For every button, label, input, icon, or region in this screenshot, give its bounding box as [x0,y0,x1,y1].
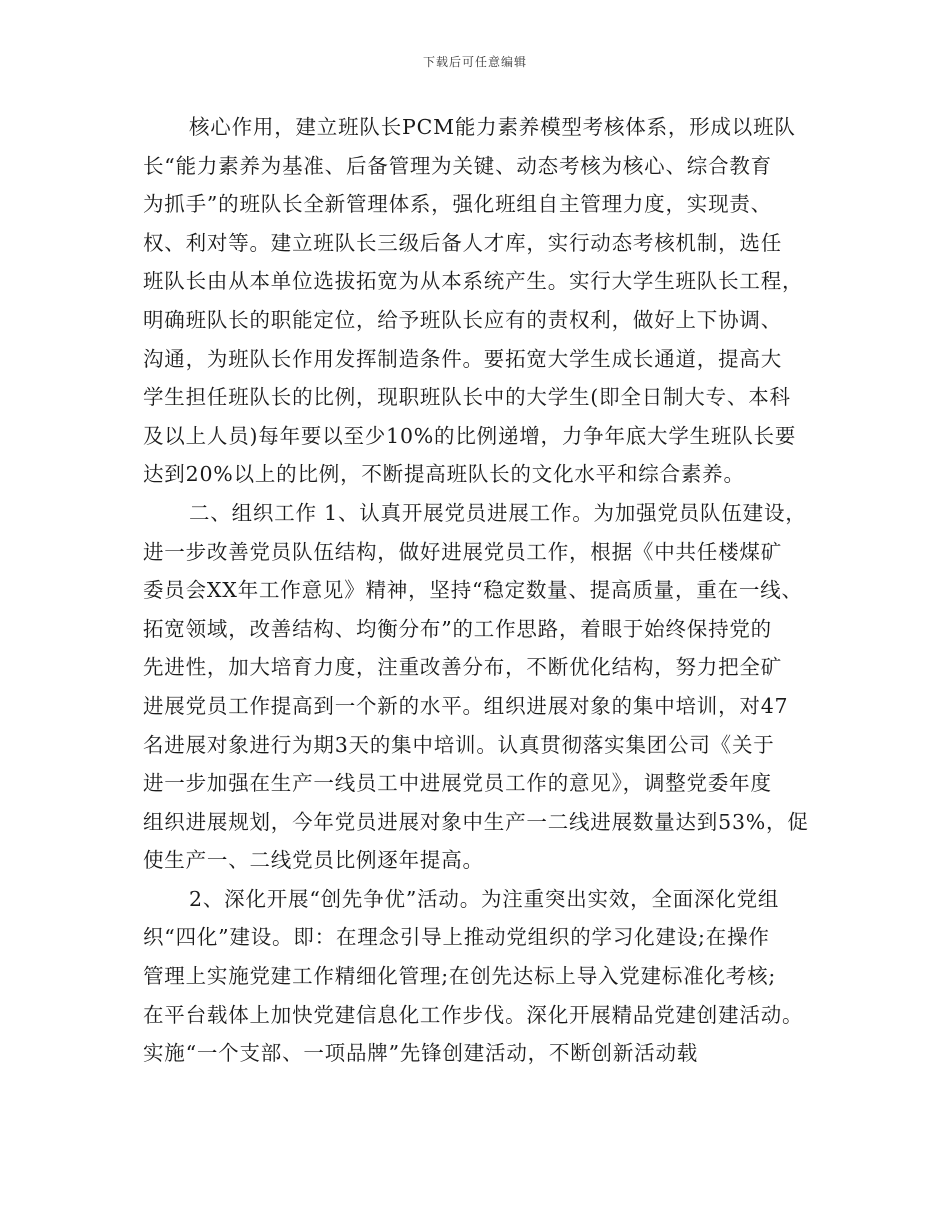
text-line: 2、深化开展“创先争优”活动。为注重突出实效，全面深化党组 [189,886,780,911]
text-line: 名进展对象进行为期3天的集中培训。认真贯彻落实集团公司《关于 [143,732,775,757]
text-line: 二、组织工作 1、认真开展党员进展工作。为加强党员队伍建设， [189,500,807,525]
text-line: 委员会XX年工作意见》精神，坚持“稳定数量、提高质量，重在一线、 [143,578,803,603]
text-line: 沟通，为班队长作用发挥制造条件。要拓宽大学生成长通道，提高大 [143,346,782,371]
text-line: 明确班队长的职能定位，给予班队长应有的责权利，做好上下协调、 [143,307,782,332]
header-note: 下载后可任意编辑 [422,55,527,69]
text-line: 进一步加强在生产一线员工中进展党员工作的意见》，调整党委年度 [143,771,772,796]
body-text [143,108,813,1073]
text-line: 拓宽领域，改善结构、均衡分布”的工作思路，着眼于始终保持党的 [143,616,772,641]
text-line: 实施“一个支部、一项品牌”先锋创建活动，不断创新活动载 [143,1041,699,1066]
text-line: 进展党员工作提高到一个新的水平。组织进展对象的集中培训，对47 [143,693,789,718]
text-line: 学生担任班队长的比例，现职班队长中的大学生(即全日制大专、本科 [143,385,791,410]
text-line: 核心作用，建立班队长PCM能力素养模型考核体系，形成以班队 [189,115,796,139]
text-line: 进一步改善党员队伍结构，做好进展党员工作，根据《中共任楼煤矿 [143,539,782,564]
text-line: 组织进展规划，今年党员进展对象中生产一二线进展数量达到53%，促 [143,809,809,834]
text-line: 班队长由从本单位选拔拓宽为从本系统产生。实行大学生班队长工程， [143,269,804,294]
text-line: 权、利对等。建立班队长三级后备人才库，实行动态考核机制，选任 [143,230,782,255]
text-line: 先进性，加大培育力度，注重改善分布，不断优化结构，努力把全矿 [143,655,782,680]
text-line: 管理上实施党建工作精细化管理;在创先达标上导入党建标准化考核; [143,964,777,989]
text-line: 使生产一、二线党员比例逐年提高。 [143,848,484,873]
text-line: 织“四化”建设。即：在理念引导上推动党组织的学习化建设;在操作 [143,925,770,950]
text-line: 长“能力素养为基准、后备管理为关键、动态考核为核心、综合教育 [143,153,772,178]
text-line: 及以上人员)每年要以至少10%的比例递增，力争年底大学生班队长要 [143,423,797,448]
text-line: 为抓手”的班队长全新管理体系，强化班组自主管理力度，实现责、 [143,192,772,217]
text-line: 在平台载体上加快党建信息化工作步伐。深化开展精品党建创建活动。 [143,1002,804,1027]
text-line: 达到20%以上的比例，不断提高班队长的文化水平和综合素养。 [143,462,745,487]
